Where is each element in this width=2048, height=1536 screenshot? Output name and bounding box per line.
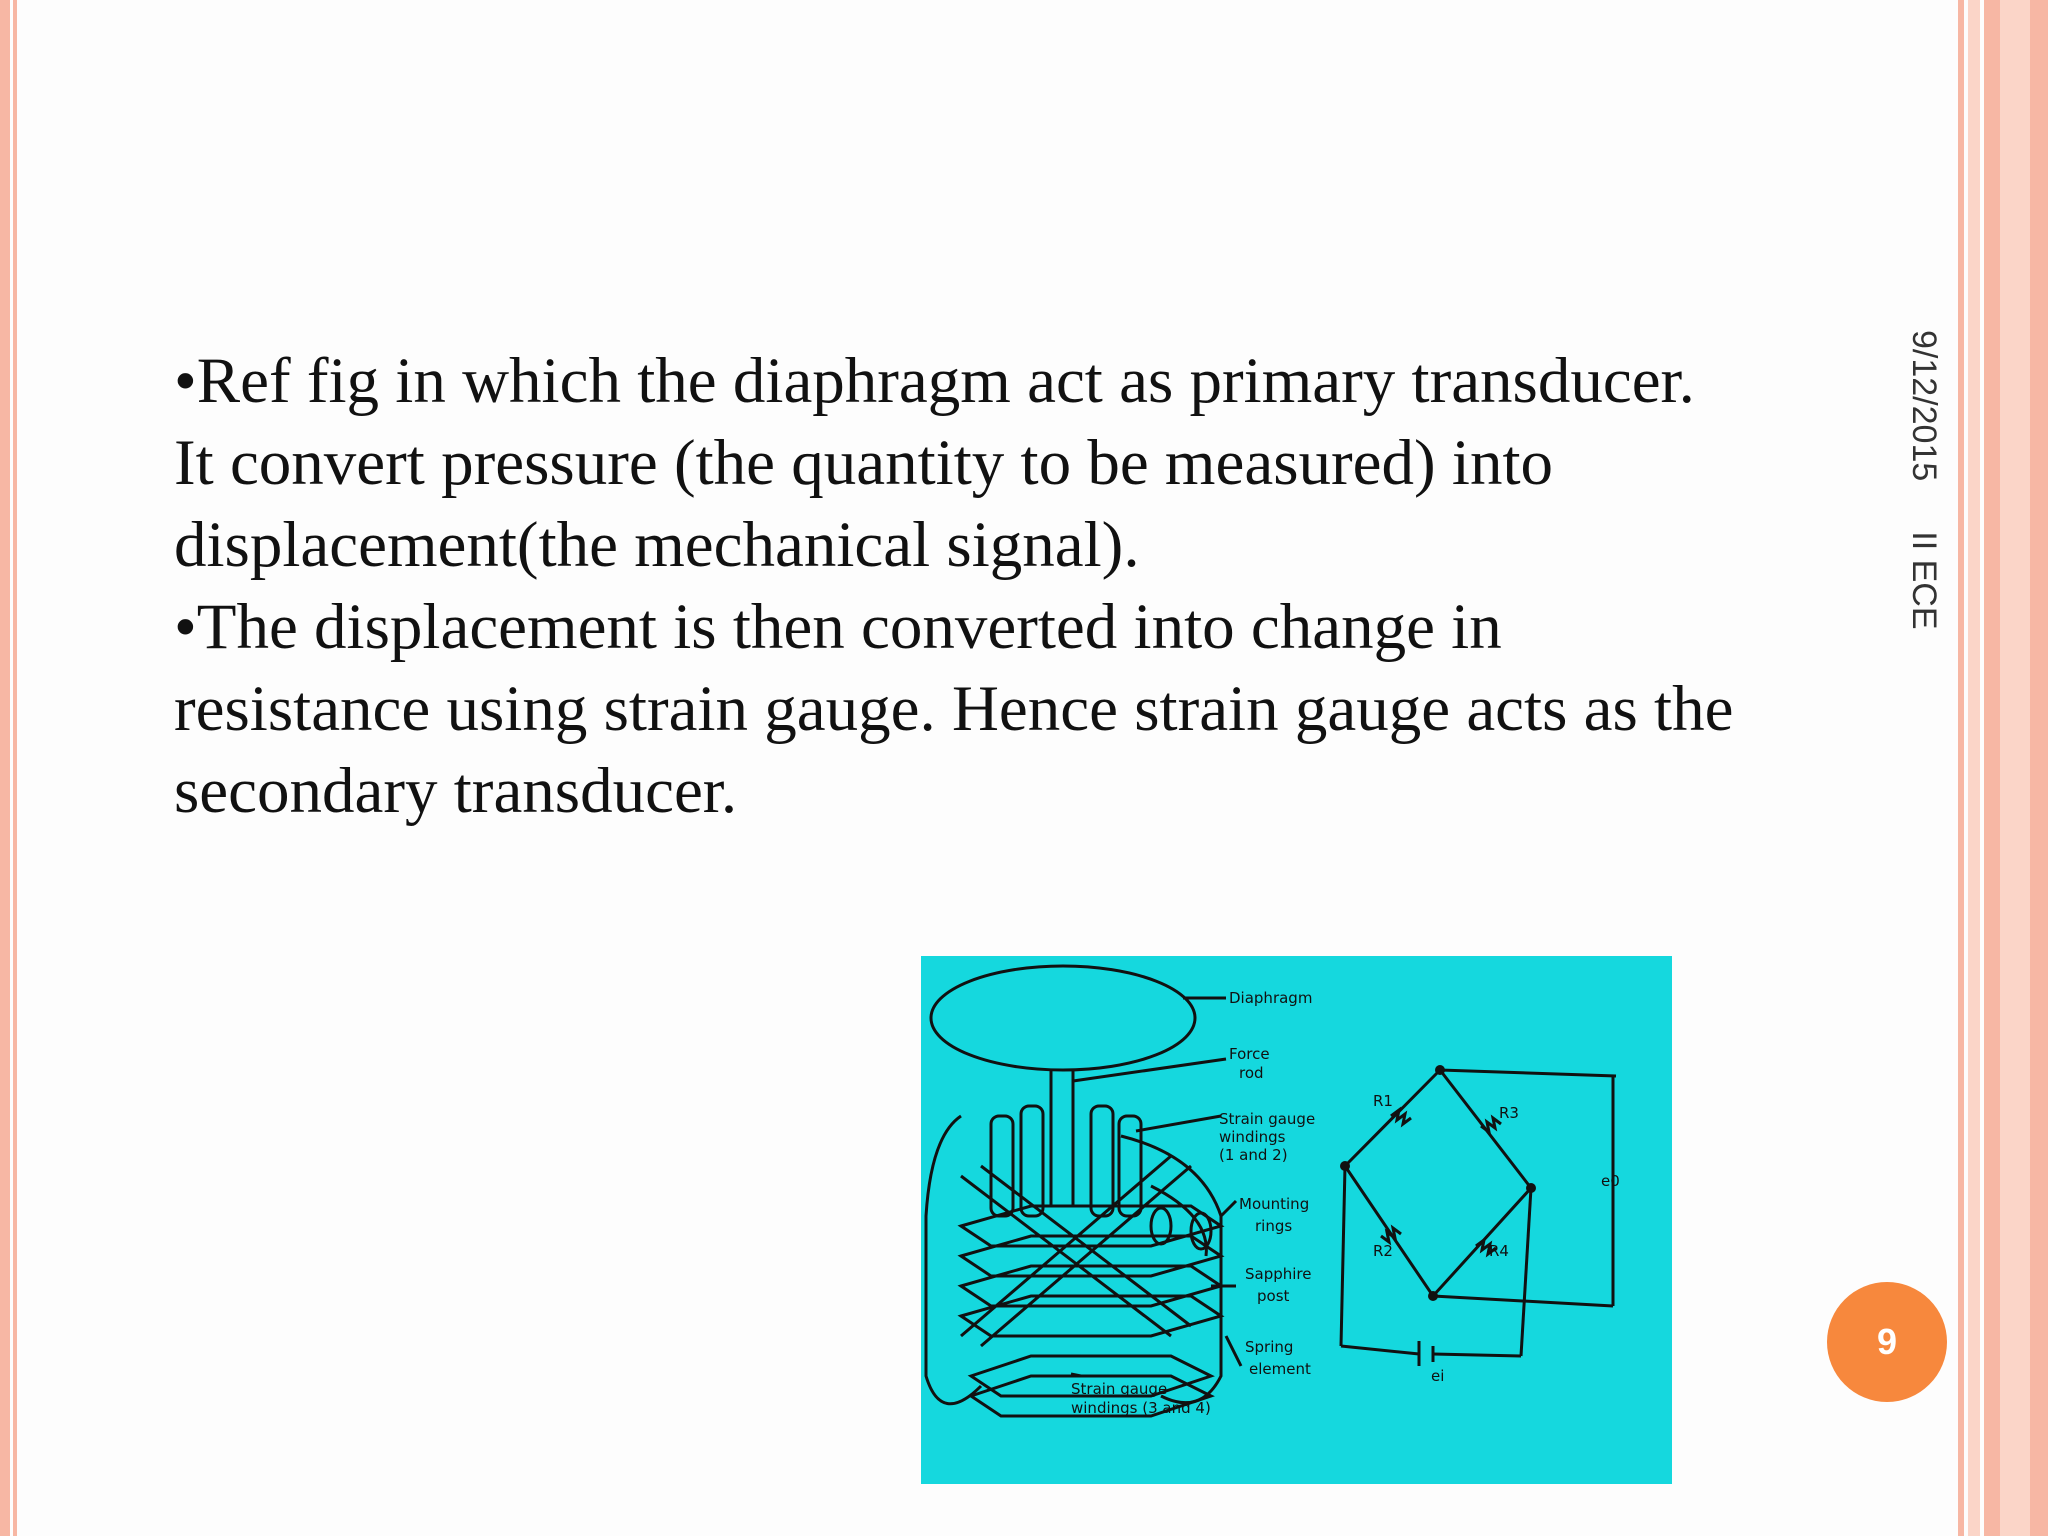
right-border-line	[1958, 0, 1964, 1536]
footer-course: II ECE	[1905, 531, 1943, 630]
label-mounting-2: rings	[1255, 1217, 1293, 1235]
label-strain-gauge-12-1: Strain gauge	[1219, 1110, 1316, 1128]
diaphragm-disc	[931, 966, 1195, 1070]
slide-body	[174, 340, 1734, 832]
label-mounting-1: Mounting	[1239, 1195, 1310, 1213]
label-sapphire-1: Sapphire	[1245, 1265, 1312, 1283]
label-sapphire-2: post	[1257, 1287, 1290, 1305]
label-strain-gauge-34-1: Strain gauge	[1071, 1380, 1168, 1398]
left-border-line	[13, 0, 17, 1536]
label-r3: R3	[1499, 1104, 1519, 1122]
footer-vertical	[1895, 330, 1955, 650]
label-diaphragm: Diaphragm	[1229, 989, 1313, 1007]
label-eo: e0	[1601, 1172, 1620, 1190]
label-r1: R1	[1373, 1092, 1393, 1110]
footer-date: 9/12/2015	[1905, 330, 1943, 482]
label-spring-2: element	[1249, 1360, 1311, 1378]
label-strain-gauge-12-3: (1 and 2)	[1219, 1146, 1288, 1164]
bullet-paragraph-2: •The displacement is then converted into change in resistance using strain gauge. Hence strain gauge acts as the secondary transducer.	[174, 591, 1734, 827]
label-force-rod-2: rod	[1239, 1064, 1264, 1082]
label-strain-gauge-12-2: windings	[1219, 1128, 1286, 1146]
label-spring-1: Spring	[1245, 1338, 1294, 1356]
right-border-inner	[2000, 0, 2030, 1536]
label-r4: R4	[1489, 1242, 1509, 1260]
label-r2: R2	[1373, 1242, 1393, 1260]
left-border	[0, 0, 10, 1536]
bullet-paragraph-1: •Ref fig in which the diaphragm act as primary transducer. It convert pressure (the quantity to be measured) into displacement(the mechanical signal).	[174, 345, 1695, 581]
label-ei: ei	[1431, 1367, 1445, 1385]
label-strain-gauge-34-2: windings (3 and 4)	[1071, 1399, 1211, 1417]
right-border-band	[1968, 0, 1980, 1536]
page-number-badge: 9	[1827, 1282, 1947, 1402]
pressure-transducer-figure	[921, 956, 1672, 1484]
label-force-rod-1: Force	[1229, 1045, 1270, 1063]
